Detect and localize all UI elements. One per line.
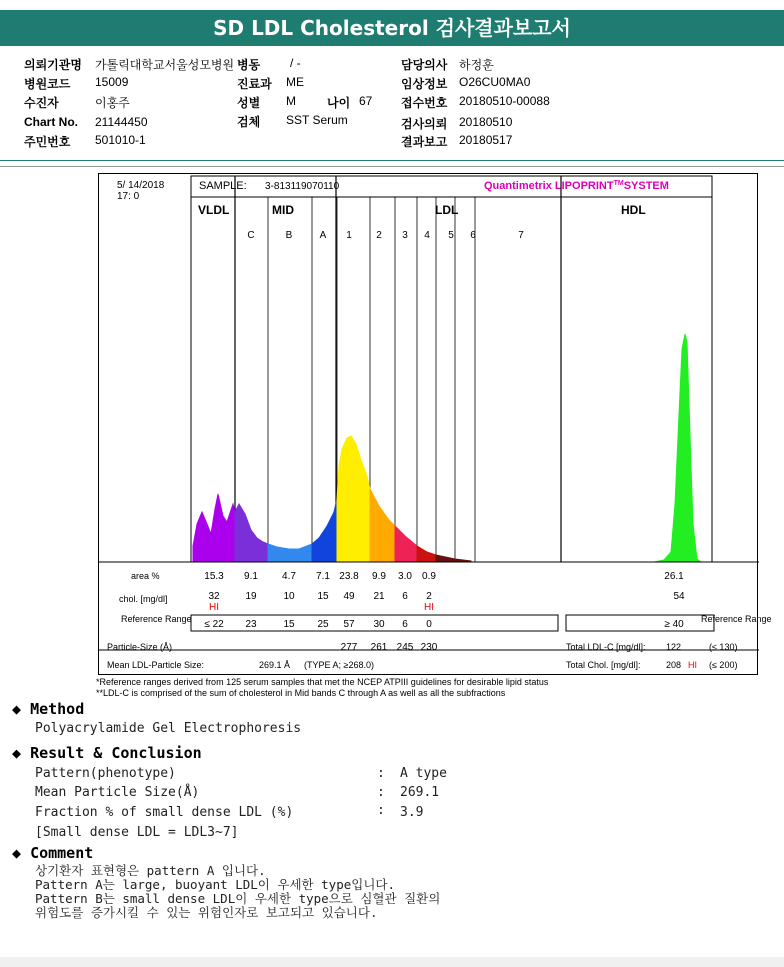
- report-date-label: 결과보고: [401, 135, 448, 149]
- age-value: 67: [359, 94, 373, 108]
- ref-value: 30: [373, 619, 385, 630]
- ref-value: 25: [317, 619, 329, 630]
- band-label-A: A: [319, 230, 327, 241]
- sex-label: 성별: [237, 96, 261, 110]
- total-ldl-ref: (≤ 130): [709, 642, 738, 652]
- comment-heading-text: Comment: [30, 844, 94, 862]
- ref-value: 23: [245, 619, 257, 630]
- row-label-ref: [121, 614, 192, 624]
- ldl-2-area: [370, 489, 395, 562]
- group-ldl: LDL: [435, 203, 459, 217]
- total-chol-value: 208: [666, 660, 682, 670]
- dept-label: 진료과: [237, 77, 272, 91]
- ldl-tail-area: [436, 555, 471, 562]
- vldl-peak: [193, 494, 235, 562]
- report-title: SD LDL Cholesterol 검사결과보고서: [0, 10, 784, 46]
- note-ref-ranges: *Reference ranges derived from 125 serum samples that met the NCEP ATPIII guidelines for desirable lipid status: [96, 677, 549, 687]
- area-value: 23.8: [339, 571, 359, 582]
- group-mid: MID: [272, 203, 294, 217]
- brand-name-text: Quantimetrix LIPOPRINT: [484, 180, 614, 192]
- receipt-label: 접수번호: [401, 96, 448, 110]
- brand-name: [484, 180, 669, 192]
- band-label-5: 5: [448, 230, 454, 241]
- lipoprint-chart-svg: [99, 174, 772, 676]
- chart-notes: [96, 677, 548, 699]
- doctor-label: 담당의사: [401, 58, 448, 72]
- ref-box-hdl: [566, 615, 714, 631]
- result-note: [Small dense LDL = LDL3~7]: [35, 825, 239, 840]
- header-divider: [0, 160, 784, 161]
- ref-value-hdl: ≥ 40: [664, 619, 684, 630]
- result-colon: :: [377, 766, 385, 781]
- report-date-value: 20180517: [459, 133, 513, 147]
- clinical-label: 임상정보: [401, 77, 448, 91]
- chol-value: 2: [426, 591, 432, 602]
- chol-value-hdl: 54: [673, 591, 685, 602]
- band-label-2: 2: [376, 230, 382, 241]
- result-value-fraction: 3.9: [400, 805, 424, 820]
- result-label-pattern: Pattern(phenotype): [35, 766, 176, 781]
- request-value: 20180510: [459, 115, 513, 129]
- total-chol-label: Total Chol. [mg/dl]:: [566, 660, 641, 670]
- mid-b-area: [268, 544, 312, 562]
- mean-value: 269.1 Å: [259, 660, 291, 670]
- row-label-area: area %: [131, 571, 160, 581]
- chol-value: 6: [402, 591, 408, 602]
- note-ldl-def: **LDL-C is comprised of the sum of cholesterol in Mid bands C through A as well as all the subfractions: [96, 688, 506, 698]
- band-label-C: C: [247, 230, 255, 241]
- method-heading-text: Method: [30, 700, 85, 718]
- comment-line: Pattern B는 small dense LDL이 우세한 type으로 심혈관 질환의: [35, 891, 441, 906]
- specimen-value: SST Serum: [286, 113, 348, 127]
- hospital-label: 의뢰기관명: [24, 58, 82, 72]
- chol-value: 19: [245, 591, 257, 602]
- band-label-B: B: [285, 230, 293, 241]
- particle-size-value: 230: [420, 642, 438, 653]
- patient-value: 이홍주: [95, 96, 130, 110]
- chol-value: 49: [343, 591, 355, 602]
- chol-value: 21: [373, 591, 385, 602]
- row-label-chol: chol. [mg/dl]: [119, 594, 168, 604]
- doctor-value: 하정훈: [459, 58, 494, 72]
- area-value-hdl: 26.1: [664, 571, 684, 582]
- particle-size-value: 277: [340, 642, 358, 653]
- ref-value: 15: [283, 619, 295, 630]
- chol-flag-hi: HI: [209, 602, 219, 613]
- id-label: 주민번호: [24, 135, 71, 149]
- result-label-fraction: Fraction % of small dense LDL (%): [35, 805, 294, 820]
- clinical-value: O26CU0MA0: [459, 75, 531, 89]
- total-ldl-value: 122: [666, 642, 682, 652]
- comment-line: 위험도를 증가시킬 수 있는 위험인자로 보고되고 있습니다.: [35, 905, 378, 920]
- band-label-6: 6: [470, 230, 476, 241]
- area-value: 0.9: [422, 571, 436, 582]
- sample-id: 3-813119070110: [265, 181, 340, 192]
- group-vldl: VLDL: [198, 203, 230, 217]
- result-heading-text: Result & Conclusion: [30, 744, 202, 762]
- area-value: 3.0: [398, 571, 412, 582]
- result-heading: [12, 744, 202, 762]
- total-chol-ref: (≤ 200): [709, 660, 738, 670]
- ldl-1-area: [337, 436, 370, 562]
- chol-value: 32: [208, 591, 220, 602]
- area-value: 9.1: [244, 571, 258, 582]
- age-label: 나이: [327, 96, 351, 110]
- code-label: 병원코드: [24, 77, 71, 91]
- ref-value: 57: [343, 619, 355, 630]
- band-label-4: 4: [424, 230, 430, 241]
- band-label-1: 1: [346, 230, 352, 241]
- sample-time: 17: 0: [117, 191, 140, 202]
- method-text: Polyacrylamide Gel Electrophoresis: [35, 721, 302, 736]
- group-hdl: HDL: [621, 203, 646, 217]
- ref-value: 0: [426, 619, 432, 630]
- area-value: 4.7: [282, 571, 296, 582]
- receipt-value: 20180510-00088: [459, 94, 550, 108]
- chart-dynamic-layer: [191, 176, 712, 653]
- diamond-icon: ◆: [12, 700, 22, 718]
- particle-size-value: 261: [370, 642, 388, 653]
- row-label-particle: Particle-Size (Å): [107, 642, 173, 652]
- row-label-ref-right: Reference Range: [701, 614, 772, 624]
- hdl-peak: [654, 334, 701, 562]
- chol-value: 15: [317, 591, 329, 602]
- result-colon: :: [377, 785, 385, 800]
- comment-body: [35, 864, 440, 920]
- brand-system: SYSTEM: [623, 180, 669, 192]
- mid-a-area: [312, 499, 337, 562]
- hospital-value: 가톨릭대학교서울성모병원: [95, 58, 235, 72]
- result-value-pattern: A type: [400, 766, 447, 781]
- ward-label: 병동: [237, 58, 261, 72]
- brand-tm: TM: [613, 180, 624, 187]
- comment-line: 상기환자 표현형은 pattern A 입니다.: [35, 863, 266, 878]
- id-value: 501010-1: [95, 133, 146, 147]
- header-divider-thin: [0, 166, 784, 167]
- ref-value: ≤ 22: [204, 619, 224, 630]
- chart-no-value: 21144450: [95, 115, 148, 129]
- total-ldl-label: Total LDL-C [mg/dl]:: [566, 642, 646, 652]
- patient-label: 수진자: [24, 96, 59, 110]
- result-value-mean: 269.1: [400, 785, 440, 800]
- comment-line: Pattern A는 large, buoyant LDL이 우세한 type입니다.: [35, 877, 395, 892]
- ldl-3-area: [395, 526, 417, 562]
- dept-value: ME: [286, 75, 304, 89]
- area-value: 9.9: [372, 571, 386, 582]
- band-label-7: 7: [518, 230, 524, 241]
- chart-frame: [99, 176, 772, 670]
- ref-value: 6: [402, 619, 408, 630]
- code-value: 15009: [95, 75, 129, 89]
- comment-heading: [12, 844, 93, 862]
- row-label-mean: Mean LDL-Particle Size:: [107, 660, 205, 670]
- method-heading: [12, 700, 84, 718]
- ward-value: / -: [290, 56, 301, 70]
- ldl-4-area: [417, 546, 436, 562]
- diamond-icon: ◆: [12, 744, 22, 762]
- specimen-label: 검체: [237, 115, 261, 129]
- area-value: 15.3: [204, 571, 224, 582]
- band-label-3: 3: [402, 230, 408, 241]
- chol-flag-hi: HI: [424, 602, 434, 613]
- diamond-icon: ◆: [12, 844, 22, 862]
- sex-value: M: [286, 94, 296, 108]
- total-chol-flag: HI: [688, 660, 697, 670]
- chart-no-label: Chart No.: [24, 115, 78, 129]
- particle-size-value: 245: [396, 642, 414, 653]
- mean-type: (TYPE A; ≥268.0): [304, 660, 374, 670]
- result-colon: :: [377, 803, 385, 818]
- lipoprint-chart: [98, 173, 772, 675]
- result-label-mean: Mean Particle Size(Å): [35, 785, 200, 800]
- area-value: 7.1: [316, 571, 330, 582]
- sample-label: SAMPLE:: [199, 180, 247, 192]
- footer-bar: [0, 957, 784, 967]
- chol-value: 10: [283, 591, 295, 602]
- mid-c-area: [235, 504, 268, 562]
- sample-date: 5/ 14/2018: [117, 180, 165, 191]
- request-label: 검사의뢰: [401, 117, 448, 131]
- row-label-ref-text: Reference Range: [121, 614, 192, 624]
